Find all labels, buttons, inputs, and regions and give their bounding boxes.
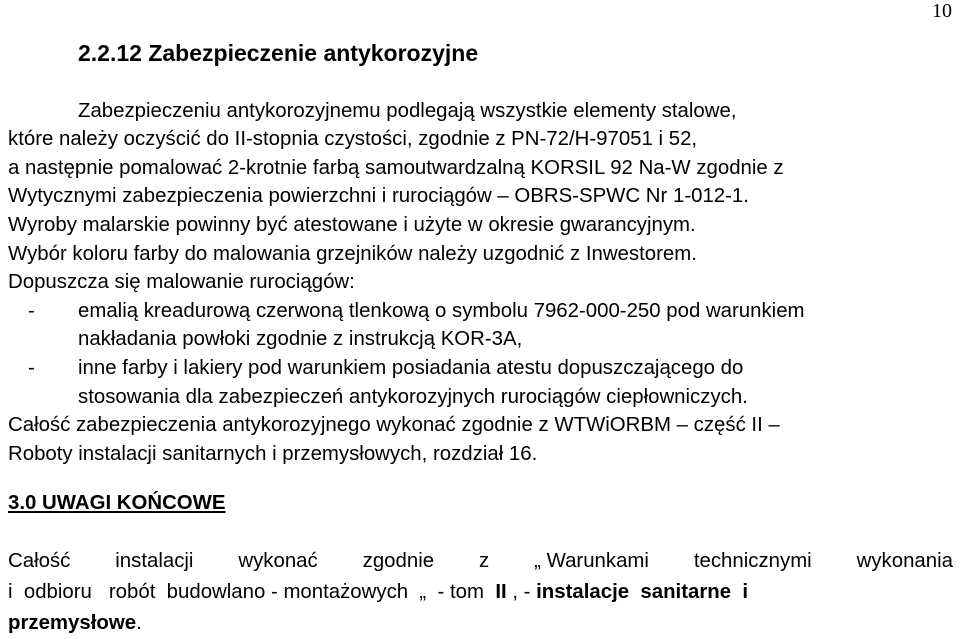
paragraph-line: a następnie pomalować 2-krotnie farbą samoutwardzalną KORSIL 92 Na-W zgodnie z: [8, 156, 784, 179]
section2-heading: 3.0 UWAGI KOŃCOWE: [8, 492, 226, 514]
word: z: [479, 550, 490, 572]
final-line: [8, 608, 953, 639]
text-run-bold: instalacje sanitarne i: [536, 581, 749, 603]
final-line: [8, 546, 953, 577]
paragraph-line: Wyroby malarskie powinny być atestowane i użyte w okresie gwarancyjnym.: [8, 213, 696, 236]
list-item-text: stosowania dla zabezpieczeń antykorozyjnych rurociągów ciepłowniczych.: [78, 385, 748, 408]
section-body: [8, 68, 953, 468]
word: instalacji: [115, 550, 194, 572]
list-item-text: nakładania powłoki zgodnie z instrukcją KOR-3A,: [78, 328, 523, 351]
paragraph-line: Zabezpieczeniu antykorozyjnemu podlegają wszystkie elementy stalowe,: [78, 99, 737, 122]
final-line: [8, 577, 953, 608]
list-item: [8, 297, 953, 354]
list-item-text: inne farby i lakiery pod warunkiem posiadania atestu dopuszczającego do: [78, 356, 744, 379]
word: „ Warunkami: [534, 550, 649, 572]
word: Całość: [8, 550, 71, 572]
list-dash: -: [28, 356, 35, 379]
page-number: 10: [932, 0, 952, 22]
closing-line: Całość zabezpieczenia antykorozyjnego wykonać zgodnie z WTWiORBM – część II –: [8, 414, 780, 437]
paragraph-line: Wybór koloru farby do malowania grzejników należy uzgodnić z Inwestorem.: [8, 242, 697, 265]
text-run: .: [136, 612, 142, 634]
list-item-text: emalią kreadurową czerwoną tlenkową o symbolu 7962-000-250 pod warunkiem: [78, 299, 805, 322]
word: wykonania: [856, 550, 953, 572]
text-run: , -: [506, 581, 537, 603]
final-paragraph: [8, 546, 953, 639]
section-heading: 2.2.12 Zabezpieczenie antykorozyjne: [78, 40, 479, 66]
text-run-bold: przemysłowe: [8, 612, 137, 634]
closing-line: Roboty instalacji sanitarnych i przemysłowych, rozdział 16.: [8, 442, 538, 465]
paragraph-line: Dopuszcza się malowanie rurociągów:: [8, 271, 355, 294]
word: wykonać: [238, 550, 318, 572]
word: zgodnie: [362, 550, 435, 572]
list-item: [8, 354, 953, 411]
list-dash: -: [28, 299, 35, 322]
word: technicznymi: [693, 550, 812, 572]
text-run-bold: II: [495, 581, 507, 603]
paragraph-line: które należy oczyścić do II-stopnia czystości, zgodnie z PN-72/H-97051 i 52,: [8, 128, 698, 151]
text-run: i odbioru robót budowlano - montażowych „ - tom: [8, 581, 496, 603]
paragraph-line: Wytycznymi zabezpieczenia powierzchni i rurociągów – OBRS-SPWC Nr 1-012-1.: [8, 185, 749, 208]
